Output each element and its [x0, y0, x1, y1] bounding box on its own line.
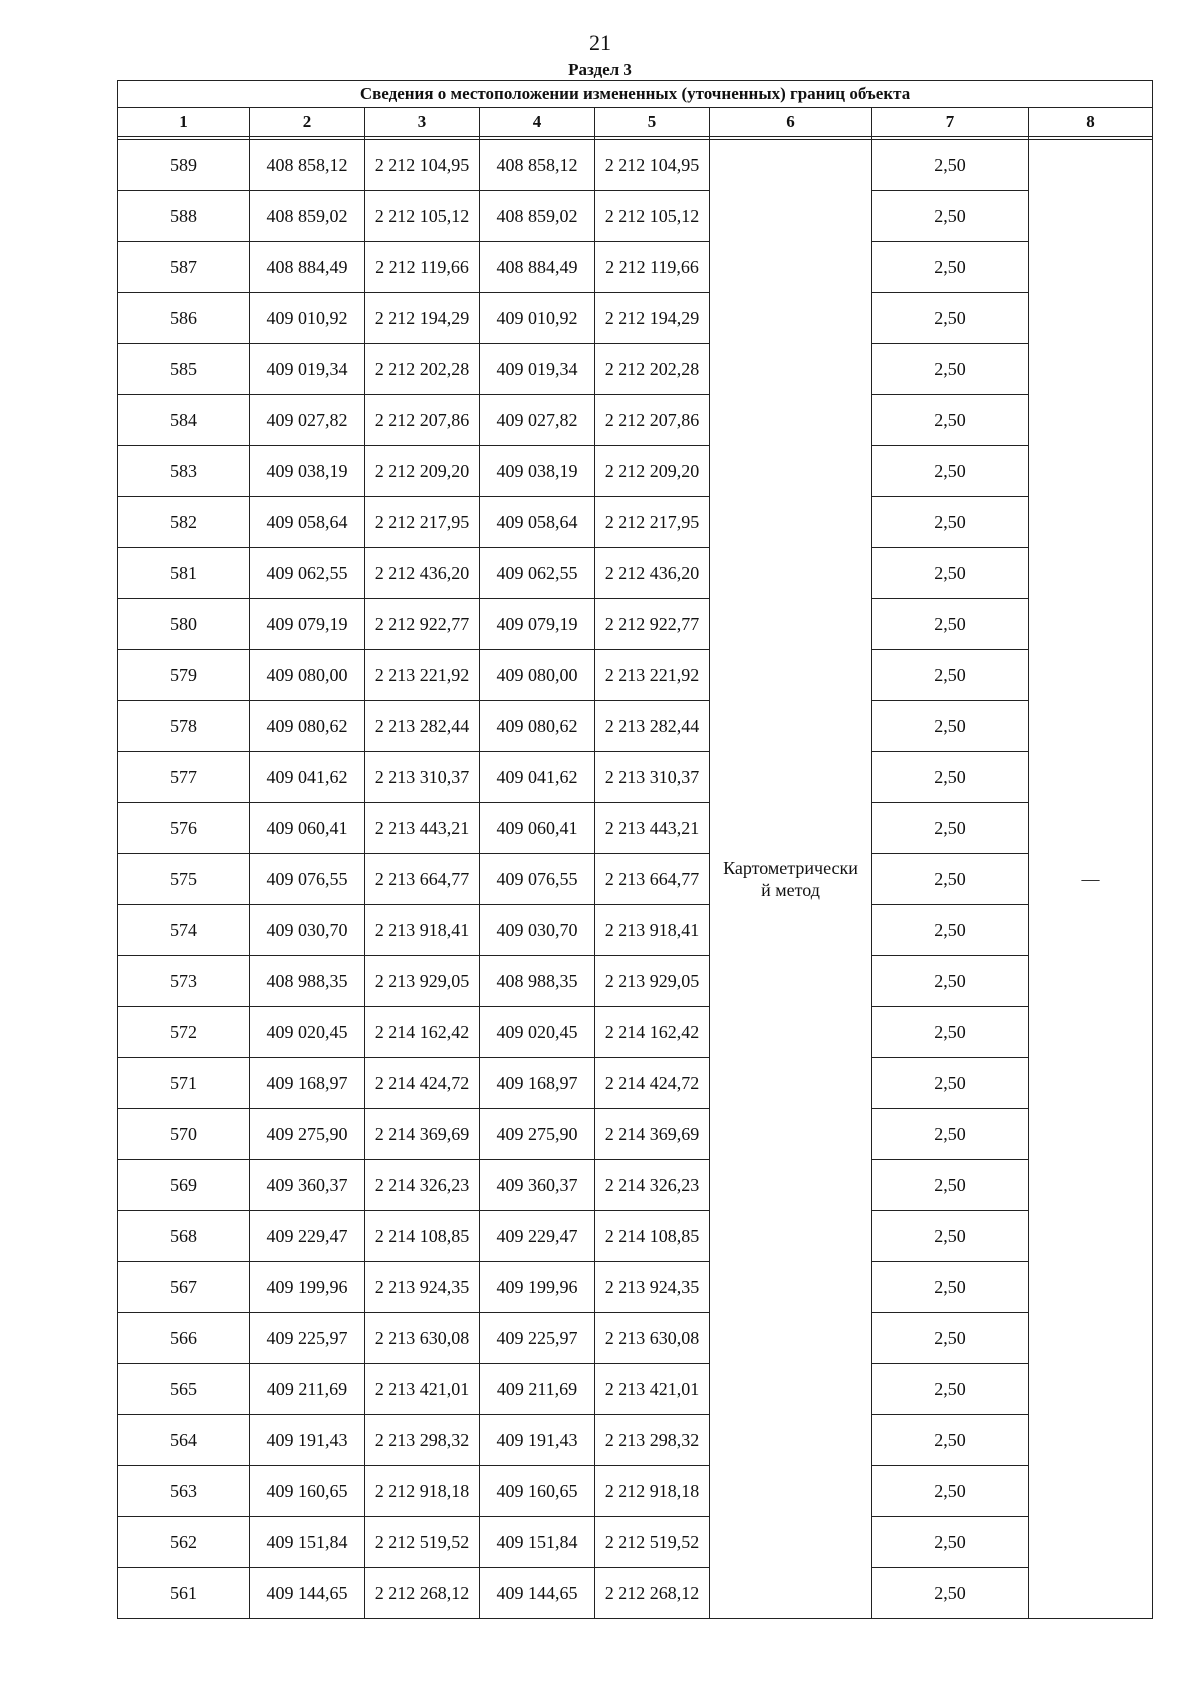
x-new-cell: 409 360,37 — [480, 1160, 595, 1211]
table-row — [118, 905, 1153, 956]
page-number: 21 — [589, 30, 611, 55]
point-number-cell: 567 — [118, 1262, 250, 1313]
point-number-cell: 577 — [118, 752, 250, 803]
table-row — [118, 1466, 1153, 1517]
y-existing-cell: 2 214 326,23 — [365, 1160, 480, 1211]
table-row — [118, 701, 1153, 752]
y-new-cell: 2 213 221,92 — [595, 650, 710, 701]
y-new-cell: 2 213 298,32 — [595, 1415, 710, 1466]
x-new-cell: 409 076,55 — [480, 854, 595, 905]
x-existing-cell: 409 030,70 — [250, 905, 365, 956]
x-new-cell: 409 211,69 — [480, 1364, 595, 1415]
point-number-cell: 572 — [118, 1007, 250, 1058]
column-number-8: 8 — [1029, 108, 1153, 137]
y-new-cell: 2 213 918,41 — [595, 905, 710, 956]
y-new-cell: 2 213 421,01 — [595, 1364, 710, 1415]
point-number-cell: 588 — [118, 191, 250, 242]
point-number-cell: 562 — [118, 1517, 250, 1568]
point-number-cell: 585 — [118, 344, 250, 395]
point-number-cell: 571 — [118, 1058, 250, 1109]
table-row — [118, 242, 1153, 293]
point-number-cell: 565 — [118, 1364, 250, 1415]
table-row — [118, 1262, 1153, 1313]
accuracy-cell: 2,50 — [872, 191, 1029, 242]
point-number-cell: 579 — [118, 650, 250, 701]
y-new-cell: 2 212 436,20 — [595, 548, 710, 599]
column-number-4: 4 — [480, 108, 595, 137]
accuracy-cell: 2,50 — [872, 650, 1029, 701]
x-existing-cell: 408 858,12 — [250, 140, 365, 191]
accuracy-cell: 2,50 — [872, 1313, 1029, 1364]
y-new-cell: 2 212 209,20 — [595, 446, 710, 497]
x-existing-cell: 409 144,65 — [250, 1568, 365, 1619]
x-existing-cell: 409 211,69 — [250, 1364, 365, 1415]
x-existing-cell: 409 229,47 — [250, 1211, 365, 1262]
accuracy-cell: 2,50 — [872, 293, 1029, 344]
accuracy-cell: 2,50 — [872, 803, 1029, 854]
column-number-1: 1 — [118, 108, 250, 137]
y-existing-cell: 2 213 282,44 — [365, 701, 480, 752]
y-new-cell: 2 212 119,66 — [595, 242, 710, 293]
x-new-cell: 409 080,00 — [480, 650, 595, 701]
y-new-cell: 2 212 217,95 — [595, 497, 710, 548]
y-existing-cell: 2 214 108,85 — [365, 1211, 480, 1262]
y-new-cell: 2 213 929,05 — [595, 956, 710, 1007]
table-row — [118, 1568, 1153, 1619]
y-new-cell: 2 212 918,18 — [595, 1466, 710, 1517]
point-number-cell: 578 — [118, 701, 250, 752]
x-existing-cell: 409 019,34 — [250, 344, 365, 395]
x-existing-cell: 409 168,97 — [250, 1058, 365, 1109]
x-new-cell: 409 275,90 — [480, 1109, 595, 1160]
table-row — [118, 446, 1153, 497]
x-new-cell: 409 038,19 — [480, 446, 595, 497]
accuracy-cell: 2,50 — [872, 854, 1029, 905]
point-number-cell: 566 — [118, 1313, 250, 1364]
accuracy-cell: 2,50 — [872, 599, 1029, 650]
accuracy-cell: 2,50 — [872, 548, 1029, 599]
x-existing-cell: 409 058,64 — [250, 497, 365, 548]
column-number-2: 2 — [250, 108, 365, 137]
point-number-cell: 570 — [118, 1109, 250, 1160]
accuracy-cell: 2,50 — [872, 1466, 1029, 1517]
table-row — [118, 650, 1153, 701]
accuracy-cell: 2,50 — [872, 1160, 1029, 1211]
x-existing-cell: 409 076,55 — [250, 854, 365, 905]
x-new-cell: 408 988,35 — [480, 956, 595, 1007]
x-new-cell: 409 019,34 — [480, 344, 595, 395]
table-row — [118, 293, 1153, 344]
y-existing-cell: 2 213 929,05 — [365, 956, 480, 1007]
y-existing-cell: 2 212 922,77 — [365, 599, 480, 650]
accuracy-cell: 2,50 — [872, 1262, 1029, 1313]
x-existing-cell: 409 060,41 — [250, 803, 365, 854]
x-new-cell: 409 144,65 — [480, 1568, 595, 1619]
x-new-cell: 409 191,43 — [480, 1415, 595, 1466]
y-new-cell: 2 213 924,35 — [595, 1262, 710, 1313]
point-number-cell: 583 — [118, 446, 250, 497]
y-new-cell: 2 212 922,77 — [595, 599, 710, 650]
x-existing-cell: 409 062,55 — [250, 548, 365, 599]
table-row — [118, 1007, 1153, 1058]
y-existing-cell: 2 212 268,12 — [365, 1568, 480, 1619]
y-existing-cell: 2 213 630,08 — [365, 1313, 480, 1364]
y-existing-cell: 2 213 443,21 — [365, 803, 480, 854]
accuracy-cell: 2,50 — [872, 1211, 1029, 1262]
y-new-cell: 2 214 162,42 — [595, 1007, 710, 1058]
x-existing-cell: 409 027,82 — [250, 395, 365, 446]
y-new-cell: 2 214 326,23 — [595, 1160, 710, 1211]
y-existing-cell: 2 213 924,35 — [365, 1262, 480, 1313]
table-row — [118, 1364, 1153, 1415]
x-existing-cell: 409 020,45 — [250, 1007, 365, 1058]
method-line-2: й метод — [761, 880, 820, 900]
section-title: Раздел 3 — [568, 60, 632, 79]
y-new-cell: 2 214 369,69 — [595, 1109, 710, 1160]
column-number-row — [118, 108, 1153, 137]
accuracy-cell: 2,50 — [872, 446, 1029, 497]
x-new-cell: 408 884,49 — [480, 242, 595, 293]
x-new-cell: 409 030,70 — [480, 905, 595, 956]
point-number-cell: 568 — [118, 1211, 250, 1262]
accuracy-cell: 2,50 — [872, 1058, 1029, 1109]
y-existing-cell: 2 212 105,12 — [365, 191, 480, 242]
x-existing-cell: 409 038,19 — [250, 446, 365, 497]
point-number-cell: 576 — [118, 803, 250, 854]
y-existing-cell: 2 213 310,37 — [365, 752, 480, 803]
y-existing-cell: 2 212 217,95 — [365, 497, 480, 548]
x-existing-cell: 408 859,02 — [250, 191, 365, 242]
table-row — [118, 1517, 1153, 1568]
accuracy-cell: 2,50 — [872, 752, 1029, 803]
accuracy-cell: 2,50 — [872, 140, 1029, 191]
table-row — [118, 191, 1153, 242]
x-new-cell: 409 225,97 — [480, 1313, 595, 1364]
accuracy-cell: 2,50 — [872, 956, 1029, 1007]
y-existing-cell: 2 212 519,52 — [365, 1517, 480, 1568]
y-new-cell: 2 213 282,44 — [595, 701, 710, 752]
y-existing-cell: 2 213 918,41 — [365, 905, 480, 956]
x-existing-cell: 409 275,90 — [250, 1109, 365, 1160]
y-new-cell: 2 212 207,86 — [595, 395, 710, 446]
x-existing-cell: 409 010,92 — [250, 293, 365, 344]
accuracy-cell: 2,50 — [872, 1007, 1029, 1058]
table-row — [118, 1313, 1153, 1364]
table-row — [118, 803, 1153, 854]
y-existing-cell: 2 212 436,20 — [365, 548, 480, 599]
x-new-cell: 409 060,41 — [480, 803, 595, 854]
y-new-cell: 2 212 202,28 — [595, 344, 710, 395]
x-new-cell: 409 020,45 — [480, 1007, 595, 1058]
table-row — [118, 854, 1153, 905]
point-number-cell: 586 — [118, 293, 250, 344]
table-row — [118, 344, 1153, 395]
y-existing-cell: 2 214 424,72 — [365, 1058, 480, 1109]
x-existing-cell: 409 225,97 — [250, 1313, 365, 1364]
table-row — [118, 395, 1153, 446]
accuracy-cell: 2,50 — [872, 497, 1029, 548]
y-new-cell: 2 214 108,85 — [595, 1211, 710, 1262]
point-number-cell: 584 — [118, 395, 250, 446]
x-new-cell: 409 079,19 — [480, 599, 595, 650]
y-new-cell: 2 212 268,12 — [595, 1568, 710, 1619]
table-row — [118, 1211, 1153, 1262]
y-new-cell: 2 214 424,72 — [595, 1058, 710, 1109]
y-existing-cell: 2 212 104,95 — [365, 140, 480, 191]
table-row — [118, 1160, 1153, 1211]
y-new-cell: 2 212 519,52 — [595, 1517, 710, 1568]
y-existing-cell: 2 213 221,92 — [365, 650, 480, 701]
point-number-cell: 587 — [118, 242, 250, 293]
table-row — [118, 1109, 1153, 1160]
coordinates-table — [117, 80, 1153, 1619]
x-new-cell: 408 858,12 — [480, 140, 595, 191]
x-new-cell: 409 027,82 — [480, 395, 595, 446]
accuracy-cell: 2,50 — [872, 1517, 1029, 1568]
accuracy-cell: 2,50 — [872, 1109, 1029, 1160]
y-new-cell: 2 213 630,08 — [595, 1313, 710, 1364]
accuracy-cell: 2,50 — [872, 1415, 1029, 1466]
x-existing-cell: 409 199,96 — [250, 1262, 365, 1313]
point-number-cell: 574 — [118, 905, 250, 956]
y-new-cell: 2 212 194,29 — [595, 293, 710, 344]
x-new-cell: 409 160,65 — [480, 1466, 595, 1517]
y-existing-cell: 2 212 918,18 — [365, 1466, 480, 1517]
table-row — [118, 548, 1153, 599]
point-number-cell: 581 — [118, 548, 250, 599]
accuracy-cell: 2,50 — [872, 905, 1029, 956]
x-existing-cell: 409 080,00 — [250, 650, 365, 701]
x-existing-cell: 409 079,19 — [250, 599, 365, 650]
y-new-cell: 2 213 310,37 — [595, 752, 710, 803]
y-existing-cell: 2 212 119,66 — [365, 242, 480, 293]
method-cell — [710, 140, 872, 1619]
column-number-6: 6 — [710, 108, 872, 137]
table-row — [118, 1415, 1153, 1466]
table-caption: Сведения о местоположении измененных (уточненных) границ объекта — [118, 81, 1153, 108]
x-new-cell: 409 080,62 — [480, 701, 595, 752]
x-new-cell: 409 199,96 — [480, 1262, 595, 1313]
y-existing-cell: 2 212 202,28 — [365, 344, 480, 395]
x-new-cell: 409 168,97 — [480, 1058, 595, 1109]
point-number-cell: 564 — [118, 1415, 250, 1466]
point-number-cell: 563 — [118, 1466, 250, 1517]
point-number-cell: 561 — [118, 1568, 250, 1619]
accuracy-cell: 2,50 — [872, 395, 1029, 446]
y-existing-cell: 2 213 298,32 — [365, 1415, 480, 1466]
y-existing-cell: 2 213 421,01 — [365, 1364, 480, 1415]
y-existing-cell: 2 213 664,77 — [365, 854, 480, 905]
x-existing-cell: 409 191,43 — [250, 1415, 365, 1466]
table-row — [118, 1058, 1153, 1109]
x-existing-cell: 409 160,65 — [250, 1466, 365, 1517]
table-body — [118, 137, 1153, 1619]
point-number-cell: 573 — [118, 956, 250, 1007]
point-number-cell: 589 — [118, 140, 250, 191]
point-number-cell: 575 — [118, 854, 250, 905]
x-existing-cell: 409 041,62 — [250, 752, 365, 803]
table-row — [118, 599, 1153, 650]
y-existing-cell: 2 212 209,20 — [365, 446, 480, 497]
accuracy-cell: 2,50 — [872, 701, 1029, 752]
x-new-cell: 409 010,92 — [480, 293, 595, 344]
x-new-cell: 408 859,02 — [480, 191, 595, 242]
column-number-3: 3 — [365, 108, 480, 137]
table-row — [118, 140, 1153, 191]
x-new-cell: 409 151,84 — [480, 1517, 595, 1568]
column8-cell: — — [1029, 140, 1153, 1619]
y-existing-cell: 2 214 369,69 — [365, 1109, 480, 1160]
table-row — [118, 752, 1153, 803]
accuracy-cell: 2,50 — [872, 1568, 1029, 1619]
y-existing-cell: 2 212 194,29 — [365, 293, 480, 344]
x-new-cell: 409 062,55 — [480, 548, 595, 599]
x-new-cell: 409 041,62 — [480, 752, 595, 803]
accuracy-cell: 2,50 — [872, 1364, 1029, 1415]
point-number-cell: 582 — [118, 497, 250, 548]
y-existing-cell: 2 214 162,42 — [365, 1007, 480, 1058]
column-number-7: 7 — [872, 108, 1029, 137]
y-new-cell: 2 212 104,95 — [595, 140, 710, 191]
x-existing-cell: 409 080,62 — [250, 701, 365, 752]
x-existing-cell: 409 360,37 — [250, 1160, 365, 1211]
accuracy-cell: 2,50 — [872, 242, 1029, 293]
y-new-cell: 2 213 664,77 — [595, 854, 710, 905]
x-existing-cell: 408 884,49 — [250, 242, 365, 293]
table-caption-row — [118, 81, 1153, 108]
y-new-cell: 2 213 443,21 — [595, 803, 710, 854]
point-number-cell: 569 — [118, 1160, 250, 1211]
x-new-cell: 409 058,64 — [480, 497, 595, 548]
accuracy-cell: 2,50 — [872, 344, 1029, 395]
y-existing-cell: 2 212 207,86 — [365, 395, 480, 446]
column-number-5: 5 — [595, 108, 710, 137]
x-existing-cell: 408 988,35 — [250, 956, 365, 1007]
method-line-1: Картометрически — [723, 858, 858, 878]
table-row — [118, 956, 1153, 1007]
y-new-cell: 2 212 105,12 — [595, 191, 710, 242]
x-existing-cell: 409 151,84 — [250, 1517, 365, 1568]
point-number-cell: 580 — [118, 599, 250, 650]
table-row — [118, 497, 1153, 548]
x-new-cell: 409 229,47 — [480, 1211, 595, 1262]
